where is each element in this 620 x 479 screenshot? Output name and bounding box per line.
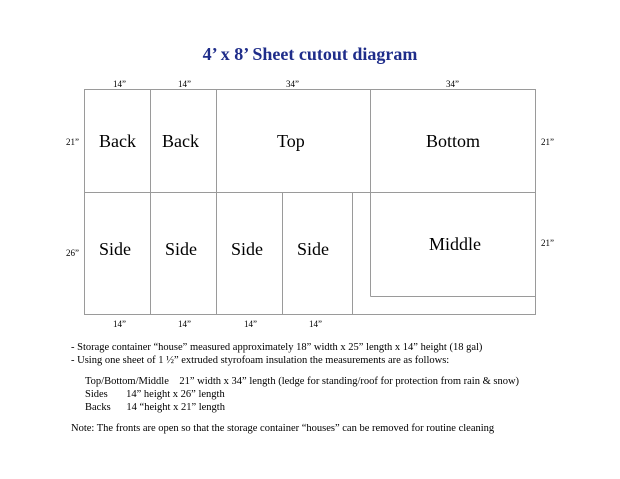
piece-back-1: Back: [99, 131, 136, 151]
note-fronts-open: Note: The fronts are open so that the storage container “houses” can be removed for routine cleaning: [71, 423, 495, 434]
bottom-dim-side-3: 14”: [244, 319, 257, 329]
piece-back-2: Back: [162, 131, 199, 151]
right-dim-middle: 21”: [541, 238, 554, 248]
bottom-dim-side-2: 14”: [178, 319, 191, 329]
diagram-title: 4’ x 8’ Sheet cutout diagram: [202, 44, 418, 64]
bottom-dim-side-4: 14”: [309, 319, 322, 329]
measure-top-bottom-middle: Top/Bottom/Middle 21” width x 34” length (ledge for standing/roof for protection from rain & snow): [85, 376, 520, 387]
bottom-dim-side-1: 14”: [113, 319, 126, 329]
piece-side-1: Side: [99, 239, 132, 259]
measure-backs: Backs 14 “height x 21” length: [85, 402, 225, 413]
top-dim-top: 34”: [286, 79, 299, 89]
top-dim-back-1: 14”: [113, 79, 126, 89]
piece-side-4: Side: [297, 239, 330, 259]
piece-side-3: Side: [231, 239, 264, 259]
left-dim-row-2: 26”: [66, 248, 79, 258]
left-dim-row-1: 21”: [66, 137, 79, 147]
piece-side-2: Side: [165, 239, 198, 259]
bullet-sheet-usage: - Using one sheet of 1 ½” extruded styrofoam insulation the measurements are as follows:: [71, 355, 450, 366]
top-dim-bottom: 34”: [446, 79, 459, 89]
piece-bottom: Bottom: [426, 131, 481, 151]
measure-sides: Sides 14” height x 26” length: [85, 389, 225, 400]
bullet-container-size: - Storage container “house” measured approximately 18” width x 25” length x 14” height (18 gal): [71, 342, 483, 353]
piece-middle: Middle: [429, 234, 481, 254]
sheet-outline: [85, 90, 536, 315]
top-dim-back-2: 14”: [178, 79, 191, 89]
piece-top: Top: [277, 131, 305, 151]
right-dim-bottom: 21”: [541, 137, 554, 147]
